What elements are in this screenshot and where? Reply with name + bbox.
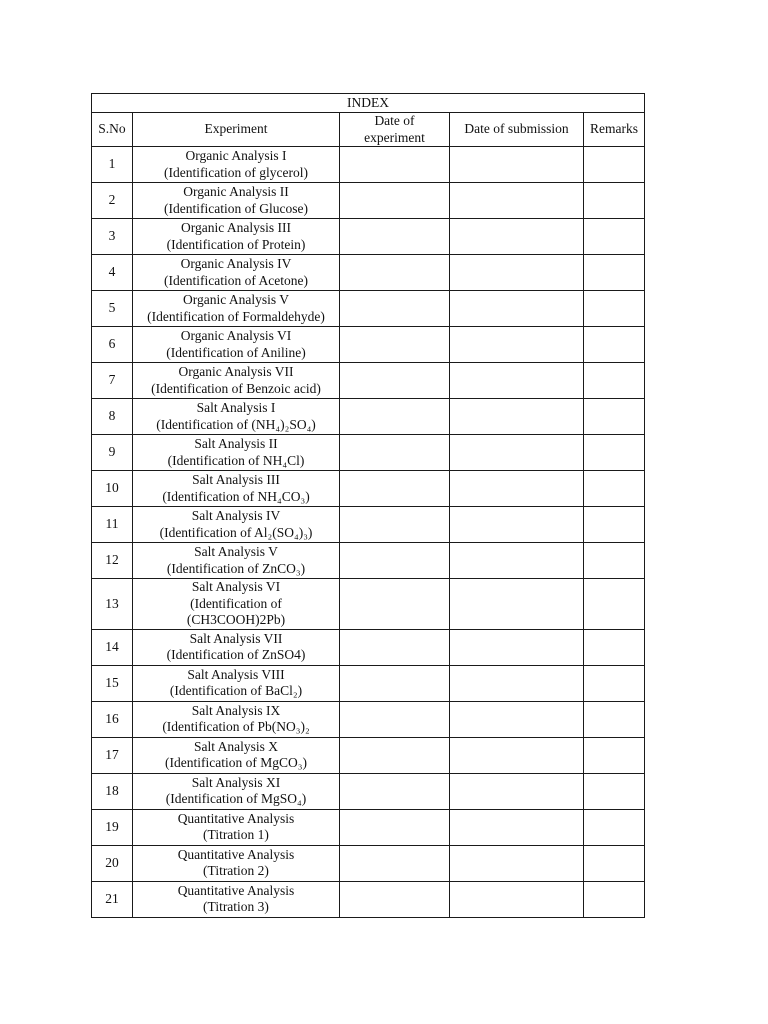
- experiment-line: (Identification of Aniline): [166, 344, 306, 360]
- date-of-experiment-cell: [340, 291, 450, 327]
- remarks-cell: [584, 773, 645, 809]
- remarks-cell: [584, 435, 645, 471]
- date-of-experiment-cell: [340, 701, 450, 737]
- date-of-experiment-cell: [340, 629, 450, 665]
- date-of-experiment-cell: [340, 737, 450, 773]
- date-of-submission-cell: [450, 881, 584, 917]
- remarks-cell: [584, 629, 645, 665]
- index-table: [91, 93, 645, 918]
- remarks-cell: [584, 665, 645, 701]
- experiment-line: Organic Analysis IV: [180, 256, 292, 271]
- experiment-cell: [133, 737, 340, 773]
- experiment-cell: [133, 701, 340, 737]
- experiment-line: Quantitative Analysis: [177, 882, 295, 898]
- table-row: [92, 845, 645, 881]
- remarks-cell: [584, 363, 645, 399]
- date-of-submission-cell: [450, 219, 584, 255]
- date-of-submission-cell: [450, 363, 584, 399]
- experiment-line: (Identification of BaCl₂): [169, 683, 303, 698]
- remarks-cell: [584, 399, 645, 435]
- sno-cell: 20: [92, 845, 133, 881]
- date-of-experiment-cell: [340, 881, 450, 917]
- remarks-cell: [584, 507, 645, 543]
- experiment-line: (Identification of MgSO₄): [165, 791, 307, 806]
- header-remarks: Remarks: [584, 113, 645, 147]
- header-date-of-experiment: [340, 113, 450, 147]
- date-of-submission-cell: [450, 665, 584, 701]
- header-sno: S.No: [92, 113, 133, 147]
- experiment-cell: [133, 291, 340, 327]
- date-of-submission-cell: [450, 471, 584, 507]
- table-row: [92, 471, 645, 507]
- experiment-line: (Identification of Pb(NO₃)₂: [162, 719, 310, 734]
- date-of-experiment-cell: [340, 543, 450, 579]
- date-of-submission-cell: [450, 579, 584, 630]
- date-of-submission-cell: [450, 183, 584, 219]
- header-experiment: Experiment: [133, 113, 340, 147]
- remarks-cell: [584, 291, 645, 327]
- experiment-line: (Identification of (NH₄)₂SO₄): [156, 416, 316, 432]
- remarks-cell: [584, 737, 645, 773]
- date-of-submission-cell: [450, 147, 584, 183]
- remarks-cell: [584, 845, 645, 881]
- date-of-experiment-cell: [340, 579, 450, 630]
- experiment-line: (Titration 2): [203, 863, 269, 878]
- table-row: [92, 665, 645, 701]
- experiment-cell: [133, 255, 340, 291]
- date-of-experiment-cell: [340, 809, 450, 845]
- date-of-submission-cell: [450, 737, 584, 773]
- experiment-line: (Identification of NH₄Cl): [167, 452, 305, 468]
- date-of-experiment-cell: [340, 363, 450, 399]
- date-of-submission-cell: [450, 255, 584, 291]
- sno-cell: 12: [92, 543, 133, 579]
- experiment-line: Salt Analysis II: [194, 436, 278, 451]
- table-row: [92, 183, 645, 219]
- table-row: [92, 543, 645, 579]
- experiment-line: (Identification of Glucose): [164, 200, 308, 216]
- sno-cell: 9: [92, 435, 133, 471]
- sno-cell: 14: [92, 629, 133, 665]
- table-row: [92, 881, 645, 917]
- experiment-line: (Identification of ZnSO4): [166, 647, 306, 662]
- date-of-experiment-cell: [340, 665, 450, 701]
- experiment-cell: [133, 183, 340, 219]
- header-date-of-experiment-line: experiment: [364, 129, 425, 145]
- experiment-line: (Identification of ZnCO₃): [166, 560, 306, 576]
- index-title: INDEX: [92, 94, 645, 113]
- experiment-cell: [133, 579, 340, 630]
- experiment-line: (Identification of NH₄CO₃): [162, 488, 310, 504]
- experiment-line: Organic Analysis I: [185, 148, 287, 163]
- experiment-line: Salt Analysis IX: [191, 702, 281, 718]
- table-row: [92, 147, 645, 183]
- table-row: [92, 701, 645, 737]
- table-row: [92, 255, 645, 291]
- experiment-line: (Identification of glycerol): [164, 164, 308, 180]
- date-of-experiment-cell: [340, 255, 450, 291]
- index-table-body: [92, 94, 645, 918]
- experiment-cell: [133, 543, 340, 579]
- experiment-cell: [133, 845, 340, 881]
- date-of-experiment-cell: [340, 507, 450, 543]
- remarks-cell: [584, 183, 645, 219]
- date-of-submission-cell: [450, 701, 584, 737]
- sno-cell: 8: [92, 399, 133, 435]
- experiment-cell: [133, 219, 340, 255]
- table-row: [92, 629, 645, 665]
- experiment-line: (Identification of: [190, 595, 282, 611]
- experiment-line: (Titration 1): [203, 827, 269, 842]
- experiment-line: Organic Analysis VII: [178, 364, 294, 379]
- date-of-submission-cell: [450, 399, 584, 435]
- date-of-submission-cell: [450, 629, 584, 665]
- table-row: [92, 579, 645, 630]
- header-date-of-experiment-line: Date of: [374, 113, 415, 128]
- date-of-experiment-cell: [340, 845, 450, 881]
- remarks-cell: [584, 219, 645, 255]
- experiment-line: (Identification of Al₂(SO₄)₃): [159, 524, 313, 540]
- sno-cell: 18: [92, 773, 133, 809]
- experiment-line: Salt Analysis VII: [189, 630, 283, 646]
- header-date-of-submission: Date of submission: [450, 113, 584, 147]
- table-row: [92, 327, 645, 363]
- experiment-line: (Identification of Benzoic acid): [151, 380, 321, 396]
- experiment-line: Quantitative Analysis: [177, 846, 295, 862]
- sno-cell: 11: [92, 507, 133, 543]
- experiment-line: (Titration 3): [203, 899, 269, 914]
- date-of-experiment-cell: [340, 183, 450, 219]
- experiment-line: (Identification of MgCO₃): [165, 755, 307, 770]
- sno-cell: 19: [92, 809, 133, 845]
- experiment-cell: [133, 327, 340, 363]
- experiment-line: Quantitative Analysis: [177, 810, 295, 826]
- experiment-cell: [133, 881, 340, 917]
- sno-cell: 3: [92, 219, 133, 255]
- date-of-submission-cell: [450, 845, 584, 881]
- table-row: [92, 737, 645, 773]
- sno-cell: 7: [92, 363, 133, 399]
- date-of-experiment-cell: [340, 147, 450, 183]
- sno-cell: 13: [92, 579, 133, 630]
- remarks-cell: [584, 471, 645, 507]
- table-row: [92, 219, 645, 255]
- sno-cell: 5: [92, 291, 133, 327]
- experiment-cell: [133, 435, 340, 471]
- header-row: [92, 113, 645, 147]
- sno-cell: 15: [92, 665, 133, 701]
- date-of-experiment-cell: [340, 219, 450, 255]
- remarks-cell: [584, 881, 645, 917]
- date-of-submission-cell: [450, 773, 584, 809]
- experiment-line: Salt Analysis VIII: [187, 666, 285, 682]
- table-row: [92, 507, 645, 543]
- table-row: [92, 773, 645, 809]
- sno-cell: 6: [92, 327, 133, 363]
- date-of-submission-cell: [450, 435, 584, 471]
- remarks-cell: [584, 579, 645, 630]
- sno-cell: 17: [92, 737, 133, 773]
- title-row: [92, 94, 645, 113]
- table-row: [92, 809, 645, 845]
- date-of-experiment-cell: [340, 773, 450, 809]
- experiment-line: (Identification of Acetone): [164, 272, 308, 288]
- experiment-line: (Identification of Formaldehyde): [147, 308, 325, 324]
- sno-cell: 4: [92, 255, 133, 291]
- remarks-cell: [584, 543, 645, 579]
- experiment-line: (CH3COOH)2Pb): [186, 612, 286, 627]
- date-of-experiment-cell: [340, 327, 450, 363]
- table-row: [92, 399, 645, 435]
- remarks-cell: [584, 327, 645, 363]
- experiment-line: Salt Analysis V: [194, 544, 278, 559]
- experiment-cell: [133, 363, 340, 399]
- date-of-experiment-cell: [340, 471, 450, 507]
- date-of-experiment-cell: [340, 399, 450, 435]
- experiment-line: Salt Analysis XI: [191, 774, 281, 790]
- date-of-submission-cell: [450, 327, 584, 363]
- date-of-submission-cell: [450, 507, 584, 543]
- experiment-line: Salt Analysis I: [196, 400, 276, 415]
- remarks-cell: [584, 255, 645, 291]
- table-row: [92, 291, 645, 327]
- remarks-cell: [584, 701, 645, 737]
- sno-cell: 2: [92, 183, 133, 219]
- experiment-cell: [133, 507, 340, 543]
- experiment-line: Organic Analysis III: [181, 220, 291, 235]
- date-of-experiment-cell: [340, 435, 450, 471]
- experiment-line: (Identification of Protein): [166, 236, 306, 252]
- date-of-submission-cell: [450, 809, 584, 845]
- experiment-line: Salt Analysis VI: [191, 579, 281, 594]
- sno-cell: 21: [92, 881, 133, 917]
- experiment-line: Organic Analysis V: [183, 292, 289, 307]
- experiment-line: Organic Analysis VI: [180, 328, 292, 343]
- experiment-cell: [133, 665, 340, 701]
- remarks-cell: [584, 809, 645, 845]
- experiment-cell: [133, 809, 340, 845]
- experiment-line: Salt Analysis IV: [191, 508, 281, 523]
- sno-cell: 1: [92, 147, 133, 183]
- experiment-cell: [133, 629, 340, 665]
- experiment-line: Salt Analysis X: [193, 738, 278, 754]
- experiment-cell: [133, 773, 340, 809]
- sno-cell: 16: [92, 701, 133, 737]
- table-row: [92, 363, 645, 399]
- experiment-cell: [133, 147, 340, 183]
- date-of-submission-cell: [450, 543, 584, 579]
- experiment-cell: [133, 471, 340, 507]
- experiment-cell: [133, 399, 340, 435]
- table-row: [92, 435, 645, 471]
- experiment-line: Organic Analysis II: [183, 184, 289, 199]
- experiment-line: Salt Analysis III: [192, 472, 280, 487]
- remarks-cell: [584, 147, 645, 183]
- date-of-submission-cell: [450, 291, 584, 327]
- sno-cell: 10: [92, 471, 133, 507]
